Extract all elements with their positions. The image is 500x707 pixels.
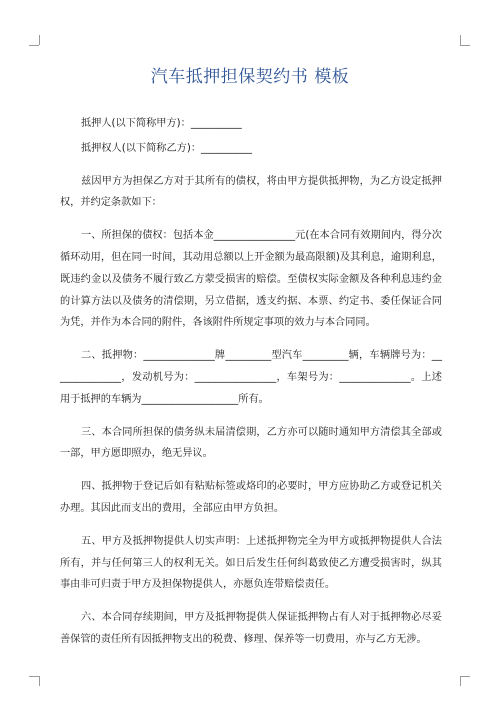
document-body bbox=[60, 113, 442, 651]
clause-4-paragraph: 四、抵押物于登记后如有粘贴标签或烙印的必要时，甲方应协助乙方或登记机关办理。其因此而支出的费用，全部应由甲方负担。 bbox=[60, 481, 442, 514]
crop-mark-bottom-left bbox=[29, 676, 39, 677]
crop-mark-top-right-v bbox=[460, 35, 461, 45]
crop-mark-bottom-left-v bbox=[39, 676, 40, 686]
preamble-paragraph: 兹因甲方为担保乙方对于其所有的债权，将由甲方提供抵押物，为乙方设定抵押权，并约定条款如下： bbox=[60, 175, 442, 209]
crop-mark-top-left bbox=[29, 45, 39, 46]
document-title: 汽车抵押担保契约书 模板 bbox=[150, 67, 350, 87]
crop-mark-bottom-right-v bbox=[460, 676, 461, 686]
crop-mark-bottom-right bbox=[460, 676, 470, 677]
clause-1-paragraph: 一、所担保的债权：包括本金________________元(在本合同有效期间内，得分次循环动用，但在同一时间，其动用总额以上开金额为最高限额)及其利息，逾期利息，既违约金以及债务不履行致乙方蒙受损害的赔偿。至债权实际金额及各种利息违约金的计算方法以及债务的清偿期，另立借据，透支约据、本票、约定书、委任保证合同为凭，并作为本合同的附件，各该附件所规定事项的效力与本合同同。 bbox=[60, 230, 442, 329]
clause-3-paragraph: 三、本合同所担保的债务纵未届清偿期，乙方亦可以随时通知甲方清偿其全部或一部，甲方愿即照办，绝无异议。 bbox=[60, 426, 442, 460]
mortgagee-line: 抵押权人(以下简称乙方)：__________ bbox=[81, 142, 252, 154]
crop-mark-top-right bbox=[460, 45, 470, 46]
clause-5-paragraph: 五、甲方及抵押物提供人切实声明：上述抵押物完全为甲方或抵押物提供人合法所有，并与任何第三人的权利无关。如日后发生任何纠葛致使乙方遭受损害时，纵其事由非可归责于甲方及担保物提供人，亦愿负连带赔偿责任。 bbox=[60, 535, 442, 591]
crop-mark-top-left-v bbox=[39, 35, 40, 45]
clause-6-paragraph: 六、本合同存续期间，甲方及抵押物提供人保证抵押物占有人对于抵押物必尽妥善保管的责任所有因抵押物支出的税费、修理、保养等一切费用，亦与乙方无涉。 bbox=[60, 612, 442, 645]
clause-2-paragraph: 二、抵押物：______________牌_________型汽车_________辆，车辆牌号为：______________，发动机号为：________________，车架号为：______________。上述用于抵押的车辆为___________________所有。 bbox=[60, 350, 442, 405]
mortgagor-line: 抵押人(以下简称甲方)：__________ bbox=[81, 118, 242, 129]
